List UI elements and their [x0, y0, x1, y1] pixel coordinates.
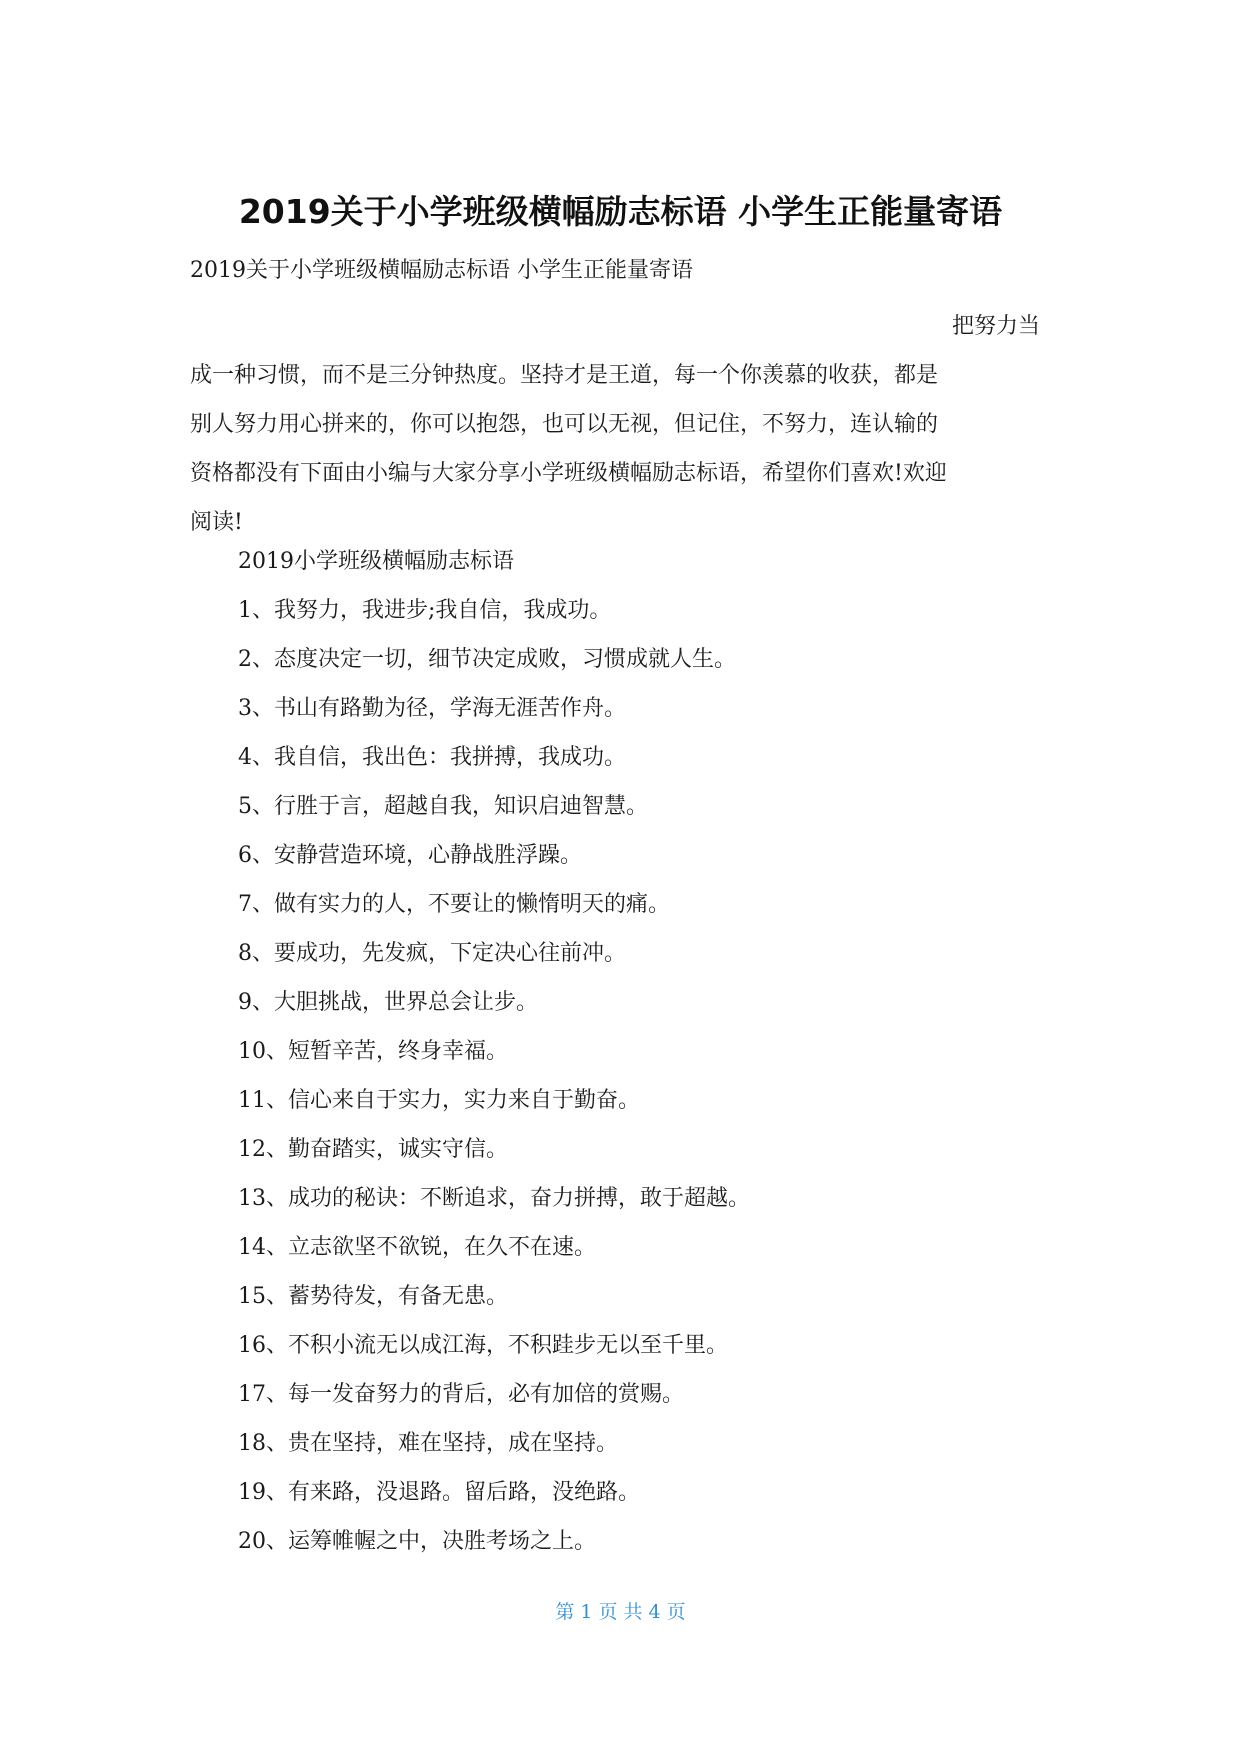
slogan-item: 2、态度决定一切，细节决定成败，习惯成就人生。	[238, 647, 736, 672]
slogan-item: 10、短暂辛苦，终身幸福。	[238, 1039, 508, 1064]
slogan-item: 8、要成功，先发疯，下定决心往前冲。	[238, 941, 626, 966]
slogan-item: 9、大胆挑战，世界总会让步。	[238, 990, 538, 1015]
slogan-item: 17、每一发奋努力的背后，必有加倍的赏赐。	[238, 1382, 684, 1407]
intro-line: 成一种习惯，而不是三分钟热度。坚持才是王道，每一个你羡慕的收获，都是	[190, 363, 939, 388]
slogan-item: 4、我自信，我出色：我拼搏，我成功。	[238, 745, 626, 770]
slogan-item: 16、不积小流无以成江海，不积跬步无以至千里。	[238, 1333, 728, 1358]
page-footer: 第 1 页 共 4 页	[555, 1601, 686, 1623]
slogan-item: 20、运筹帷幄之中，决胜考场之上。	[238, 1529, 596, 1554]
slogan-item: 13、成功的秘诀：不断追求，奋力拼搏，敢于超越。	[238, 1186, 750, 1211]
section-heading: 2019小学班级横幅励志标语	[238, 549, 514, 574]
document-subtitle: 2019关于小学班级横幅励志标语 小学生正能量寄语	[190, 258, 693, 283]
slogan-item: 12、勤奋踏实，诚实守信。	[238, 1137, 508, 1162]
slogan-item: 3、书山有路勤为径，学海无涯苦作舟。	[238, 696, 626, 721]
slogan-item: 7、做有实力的人，不要让的懒惰明天的痛。	[238, 892, 670, 917]
slogan-item: 15、蓄势待发，有备无患。	[238, 1284, 508, 1309]
slogan-item: 1、我努力，我进步;我自信，我成功。	[238, 598, 612, 623]
slogan-item: 14、立志欲坚不欲锐，在久不在速。	[238, 1235, 596, 1260]
intro-line: 把努力当	[951, 314, 1040, 339]
slogan-item: 18、贵在坚持，难在坚持，成在坚持。	[238, 1431, 618, 1456]
intro-line: 别人努力用心拼来的，你可以抱怨，也可以无视，但记住，不努力，连认输的	[190, 412, 939, 437]
intro-line: 阅读!	[190, 510, 243, 535]
slogan-item: 19、有来路，没退路。留后路，没绝路。	[238, 1480, 640, 1505]
slogan-item: 5、行胜于言，超越自我，知识启迪智慧。	[238, 794, 648, 819]
intro-line: 资格都没有下面由小编与大家分享小学班级横幅励志标语，希望你们喜欢!欢迎	[190, 461, 947, 486]
slogan-list	[238, 595, 750, 1575]
slogan-item: 11、信心来自于实力，实力来自于勤奋。	[238, 1088, 640, 1113]
slogan-item: 6、安静营造环境，心静战胜浮躁。	[238, 843, 582, 868]
document-title: 2019关于小学班级横幅励志标语 小学生正能量寄语	[238, 192, 1003, 231]
intro-paragraph	[190, 302, 1052, 547]
